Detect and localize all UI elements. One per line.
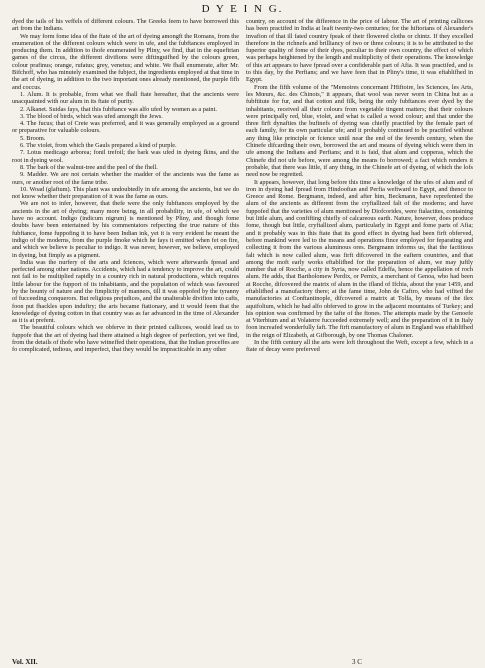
paragraph: dyed the tails of his veffels of different colours. The Greeks feem to have borrowed this art from the Indians.	[12, 18, 239, 33]
paragraph: The beautiful colours which we obferve in their printed callicoes, would lead us to fuppofe that the art of dyeing had there attained a high degree of perfection, yet we find, from the details of thofe who have witneffed their operations, that the Indian proceffes are fo complicated, tedious, and imperfect, that they would be impracticable in any other	[12, 324, 239, 354]
volume-label: Vol. XII.	[12, 658, 38, 666]
paragraph: 6. The violet, from which the Gauls prepared a kind of purple.	[20, 142, 177, 150]
paragraph: We may form fome idea of the ftate of the art of dyeing amongft the Romans, from the enumeration of the different colours which were in ufe, and the fubftances employed in producing them. In addition to thofe enumerated by Pliny, we find, that in the equeftrian games of the circus, the different divifions were diftinguifhed by the colours green, colour prafinus; orange, rufatus; grey, venetus; and white. We fhall enumerate, after Mr. Bifchoff, who has minutely examined the fubject, the ingredients employed at that time in the art of dyeing, in addition to the two important ones already mentioned, the purple fifh and coccus.	[12, 32, 239, 91]
paragraph: From the fifth volume of the "Memoires concernant l'Hiftoire, les Sciences, les Arts, les Mœurs, &c. des Chinois," it appears, that wool was never worn in China but as a fubftitute for fur, and that cotton and filk, being the only fubftances ever dyed by the inhabitants, received all their colours from vegetable tingent matters; that their colours were principally red, blue, violet, and what is called a wood colour; and that under the three firft dynafties the bufinefs of dyeing was chiefly practifed by the female part of each family, for its own particular ufe; and it probably continued to be practifed without any thing like principle or fcience until near the end of the feventh century, when the Chinefe difcarding their own, borrowed the art and means of dyeing which were then in ufe among the Indians and Perfians; and it is faid, that alum and copperas, which the Chinefe did not ufe before, were among the means fo borrowed; a fact which renders it probable, that there was little, if any thing, in the Chinefe art of dyeing, of which the lofs need now be regretted.	[246, 83, 473, 179]
text-columns	[12, 18, 473, 660]
paragraph: 10. Woad (glaftum). This plant was undoubtedly in ufe among the ancients, but we do not know whether their preparation of it was the fame as ours.	[12, 185, 239, 201]
page-footer	[12, 658, 473, 667]
paragraph: 4. The fucus; that of Crete was preferred, and it was generally employed as a ground or preparative for valuable colours.	[12, 120, 239, 135]
paragraph: 3. The blood of birds, which was ufed amongft the Jews.	[20, 112, 163, 120]
paragraph: 7. Lotus medicago arborea; fonil trefoil; the bark was ufed in dyeing fkins, and the root in dyeing wool.	[12, 149, 239, 164]
signature-mark: 3 C	[352, 658, 362, 666]
paragraph: 2. Alkanet. Suidas fays, that this fubftance was alfo ufed by women as a paint.	[20, 105, 217, 113]
left-column	[12, 18, 239, 660]
paragraph: In the fifth century all the arts were loft throughout the Weft, except a few, which in a ftate of decay were preferved	[246, 339, 473, 354]
paragraph: We are not to infer, however, that thefe were the only fubftances employed by the ancients in the art of dyeing; many more being, in all probability, in ufe, of which we have no account. Indigo (indicum nigrum) is mentioned by Pliny, and though fome doubts have been entertained by his commentators refpecting the true nature of this fubftance, fome fuppofing it to have been Indian ink, yet it is very evident he meant the indigo of the moderns, from the purple fmoke which he fays it emitted when fet on fire, and which we believe is peculiar to indigo. It was never, however, we believe, employed in dyeing, but fimply as a pigment.	[12, 200, 239, 259]
paragraph: country, on account of the difference in the price of labour. The art of printing callicoes has been practifed in India at leaft twenty-two centuries; for the hiftorians of Alexander's invafion of that ill fated country fpeak of their flowered cloths or chintz. If they excelled therefore in the richnefs and brilliancy of two or three colours; it is to be attributed to the fuperior quality of fome of their dyes, peculiar to their own country, the effect of which was perhaps heightened by the length and multiplicity of their operations. The knowledge of this art appears to have fpread over a confiderable part of Afia. It was practifed, and is to this day, by the Perfians; and we have feen that in Pliny's time, it was eftablifhed in Egypt.	[246, 18, 473, 84]
right-column	[246, 18, 473, 660]
paragraph: It appears, however, that long before this time a knowledge of the ufes of alum and of iron in dyeing had fpread from Hindooftan and Perfia weftward to Egypt, and thence to Greece and Rome. Bergmann, indeed, and after him, Beckmann, have reprefented the alum of the ancients as different from the cryftallized falt of the moderns; and have fuppofed that the varieties of alum mentioned by Diofcorides, were ftalactites, containing but little alum, and confifting chiefly of calcareous earth. Nature, however, does produce fome, though but little, cryftallized alum, particularly in Egypt and fome parts of Afia; and it probably was in this ftate that its good effect in dyeing had been firft obferved, before mankind were led to the means and operations fince employed for feparating and collecting it from the various aluminous ores. Bergmann informs us, that the factitious falt which is now called alum, was firft difcovered in the eaftern countries, and that among the moft early works eftablifhed for the preparation of alum, we may juftly number that of Rocche, a city in Syria, now called Edeffa, hence the appellation of roch alum. He adds, that Bartholomew Perdix, or Pernix, a merchant of Genoa, who had been at Rocche, difcovered the matrix of alum in the ifland of Ifchia, about the year 1459, and eftablifhed a manufactory there; at the fame time, John de Caftro, who had vifited the manufactories at Conftantinople, difcovered a matrix at Tolfa, by means of the ilex aquifolium, which he had alfo obferved to grow in the adjacent mountains of Turkey; and his opinion was confirmed by the tafte of the ftones. The attempts made by the Genoefe at Viterbium and at Volaterre fucceeded extremely well; and the preparation of it in Italy foon increafed wonderfully faft. The firft manufactory of alum in England was eftablifhed in the reign of Elizabeth, at Gifborough, by one Thomas Chaloner.	[246, 178, 473, 339]
running-header: D Y E I N G.	[201, 3, 284, 15]
paragraph: India was the nurfery of the arts and fciences, which were afterwards fpread and perfected among other nations. Accidents, which had a tendency to improve the art, could not fail to be multiplied rapidly in a country rich in natural productions, which requires little labour for the fupport of its inhabitants, and the population of which was favoured by the bounty of nature and the fimplicity of manners, till it was oppofed by the tyranny of fucceeding conquerors. But religious prejudices, and the unalterable divifion into cafts, foon put fhackles upon induftry; the arts became ftationary, and it would feem that the knowledge of dyeing cotton in that country was as far advanced in the time of Alexander as it is at prefent.	[12, 258, 239, 325]
paragraph: 9. Madder. We are not certain whether the madder of the ancients was the fame as ours, or another root of the fame tribe.	[12, 171, 239, 186]
paragraph: 1. Alum. It is probable, from what we fhall ftate hereafter, that the ancients were unacquainted with our alum in its ftate of purity.	[12, 90, 239, 106]
paragraph: 8. The bark of the walnut-tree and the peel of the fhell.	[20, 163, 158, 171]
paragraph: 5. Broom.	[20, 134, 46, 142]
